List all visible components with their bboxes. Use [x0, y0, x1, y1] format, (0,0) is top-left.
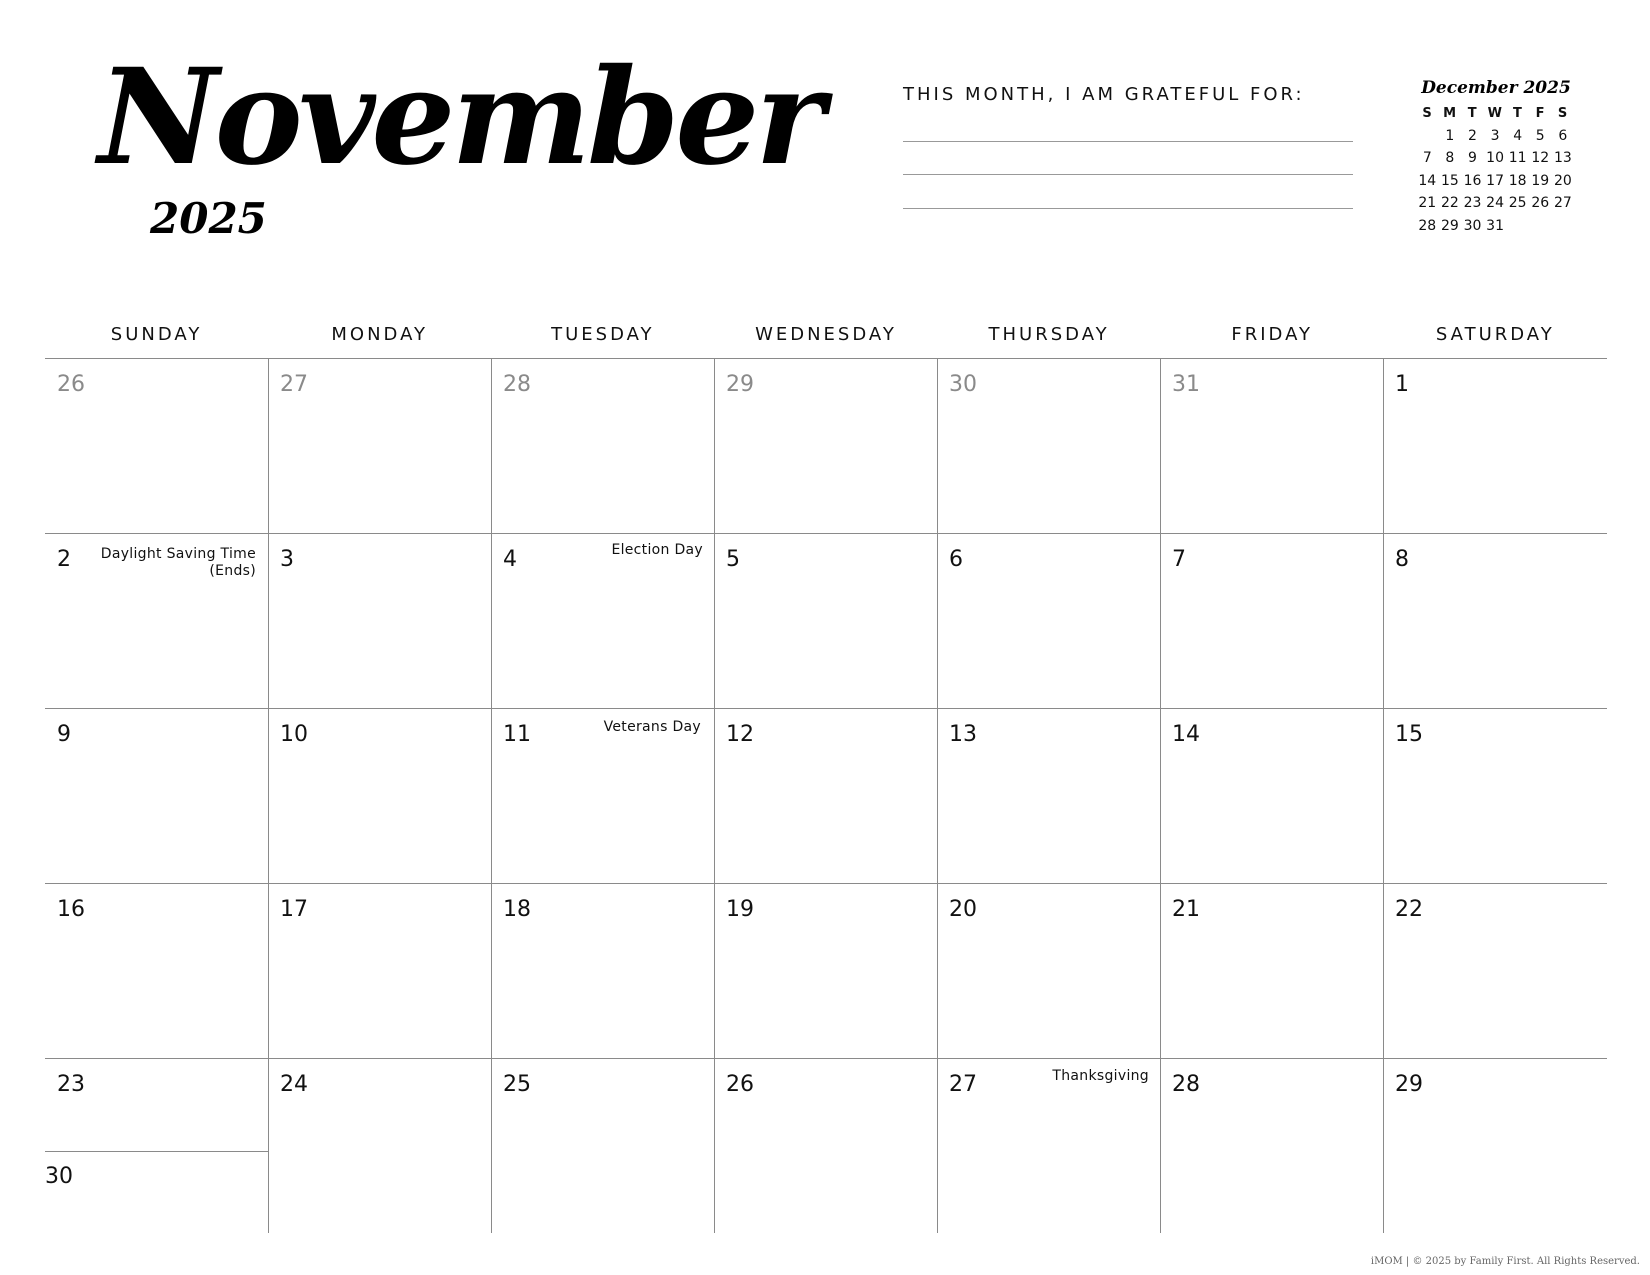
- day-number: 7: [1172, 547, 1186, 572]
- mini-calendar-date: 4: [1513, 127, 1523, 144]
- month-title: November: [98, 40, 821, 195]
- day-number: 21: [1172, 897, 1200, 922]
- year-title: 2025: [150, 194, 267, 243]
- mini-calendar-date: [1552, 217, 1575, 237]
- mini-calendar-date: 25: [1508, 195, 1527, 212]
- weekday-thursday: THURSDAY: [988, 324, 1110, 345]
- mini-calendar-title: December 2025: [1421, 78, 1571, 98]
- day-cell[interactable]: [45, 708, 268, 883]
- mini-calendar-date: 23: [1463, 195, 1482, 212]
- mini-calendar-date: 16: [1463, 172, 1482, 189]
- day-number: 26: [726, 1072, 754, 1097]
- mini-calendar-date: 10: [1486, 150, 1504, 167]
- mini-calendar-date: 1: [1445, 127, 1455, 144]
- day-number: 16: [57, 897, 85, 922]
- grateful-label: THIS MONTH, I AM GRATEFUL FOR:: [903, 84, 1305, 105]
- mini-calendar-day-header: F: [1535, 106, 1545, 121]
- day-number-prev-month: 26: [57, 372, 85, 397]
- mini-calendar-day-header: S: [1557, 106, 1568, 121]
- footer-copyright: iMOM | © 2025 by Family First. All Rights Reserved.: [1370, 1256, 1640, 1267]
- day-number: 27: [949, 1072, 977, 1097]
- day-number: 12: [726, 722, 754, 747]
- grateful-line-2[interactable]: [903, 174, 1353, 175]
- mini-calendar-date: [1529, 217, 1552, 237]
- day-number: 25: [503, 1072, 531, 1097]
- day-number: 22: [1395, 897, 1423, 922]
- grateful-section: [903, 84, 1353, 105]
- mini-calendar-day-header: W: [1487, 106, 1503, 121]
- day-number: 20: [949, 897, 977, 922]
- mini-calendar-date: 30: [1463, 217, 1482, 234]
- mini-calendar-date: 18: [1508, 172, 1527, 189]
- day-number: 11: [503, 722, 531, 747]
- weekday-sunday: SUNDAY: [110, 324, 203, 345]
- day-number: 29: [1395, 1072, 1423, 1097]
- day-number-prev-month: 29: [726, 372, 754, 397]
- mini-calendar-date: 8: [1445, 150, 1455, 167]
- day-number: 6: [949, 547, 963, 572]
- day-number: 5: [726, 547, 740, 572]
- mini-calendar-day-header: S: [1422, 106, 1433, 121]
- mini-calendar-date: 17: [1486, 172, 1504, 189]
- day-number: 9: [57, 722, 71, 747]
- mini-calendar-date: [1416, 127, 1439, 147]
- day-cell[interactable]: [1383, 358, 1607, 533]
- holiday-daylight-saving: Daylight Saving Time (Ends): [100, 546, 256, 579]
- mini-calendar-date: 20: [1553, 172, 1572, 189]
- day-number-extra: 30: [45, 1164, 73, 1189]
- day-number: 14: [1172, 722, 1200, 747]
- mini-calendar-date: 12: [1531, 150, 1550, 167]
- mini-calendar-date: 6: [1558, 127, 1568, 144]
- mini-calendar-date: 3: [1490, 127, 1500, 144]
- mini-calendar-date: 5: [1535, 127, 1545, 144]
- mini-calendar-date: 2: [1468, 127, 1477, 144]
- weekday-monday: MONDAY: [331, 324, 428, 345]
- day-number: 17: [280, 897, 308, 922]
- day-cell[interactable]: [268, 533, 491, 708]
- day-cell[interactable]: [714, 533, 937, 708]
- weekday-tuesday: TUESDAY: [551, 324, 655, 345]
- mini-calendar-date: 27: [1553, 195, 1572, 212]
- day-number-prev-month: 27: [280, 372, 308, 397]
- day-number-prev-month: 31: [1172, 372, 1200, 397]
- day-cell[interactable]: [1160, 533, 1383, 708]
- mini-calendar-date: 19: [1531, 172, 1550, 189]
- holiday-veterans-day: Veterans Day: [603, 719, 701, 735]
- mini-calendar-date: 13: [1553, 150, 1572, 167]
- day-number: 2: [57, 547, 71, 572]
- mini-calendar-date: 31: [1486, 217, 1504, 234]
- day-number: 1: [1395, 372, 1409, 397]
- day-number: 10: [280, 722, 308, 747]
- mini-calendar-date: 9: [1468, 150, 1477, 167]
- mini-calendar-date: 24: [1486, 195, 1504, 212]
- mini-calendar-date: 21: [1418, 195, 1437, 212]
- weekday-saturday: SATURDAY: [1435, 324, 1555, 345]
- weekday-header-row: [45, 324, 1607, 345]
- mini-calendar-date: 29: [1440, 217, 1459, 234]
- day-number: 28: [1172, 1072, 1200, 1097]
- mini-calendar-date: 14: [1418, 172, 1437, 189]
- holiday-thanksgiving: Thanksgiving: [1052, 1068, 1149, 1084]
- day-number-prev-month: 30: [949, 372, 977, 397]
- weekday-wednesday: WEDNESDAY: [755, 324, 897, 345]
- holiday-election-day: Election Day: [611, 542, 703, 558]
- day-number: 19: [726, 897, 754, 922]
- grateful-line-3[interactable]: [903, 208, 1353, 209]
- day-number: 3: [280, 547, 294, 572]
- mini-calendar-day-header: M: [1443, 106, 1457, 121]
- mini-calendar-date: 15: [1440, 172, 1459, 189]
- day-number-prev-month: 28: [503, 372, 531, 397]
- mini-calendar-grid: [1416, 104, 1576, 237]
- day-number: 4: [503, 547, 517, 572]
- mini-calendar-date: [1506, 217, 1529, 237]
- mini-calendar-day-header: T: [1512, 106, 1523, 121]
- mini-calendar-day-header: T: [1467, 106, 1478, 121]
- day-number: 18: [503, 897, 531, 922]
- mini-calendar-december: [1416, 78, 1576, 237]
- day-number: 15: [1395, 722, 1423, 747]
- day-number: 24: [280, 1072, 308, 1097]
- day-number: 23: [57, 1072, 85, 1097]
- day-cell[interactable]: [937, 533, 1160, 708]
- mini-calendar-date: 11: [1508, 150, 1527, 167]
- day-number: 13: [949, 722, 977, 747]
- weekday-friday: FRIDAY: [1231, 324, 1313, 345]
- day-cell[interactable]: [1383, 533, 1607, 708]
- mini-calendar-date: 28: [1418, 217, 1437, 234]
- mini-calendar-date: 22: [1440, 195, 1459, 212]
- mini-calendar-date: 7: [1422, 150, 1432, 167]
- mini-calendar-date: 26: [1531, 195, 1550, 212]
- day-number: 8: [1395, 547, 1409, 572]
- grateful-line-1[interactable]: [903, 141, 1353, 142]
- day-cell[interactable]: [491, 533, 714, 708]
